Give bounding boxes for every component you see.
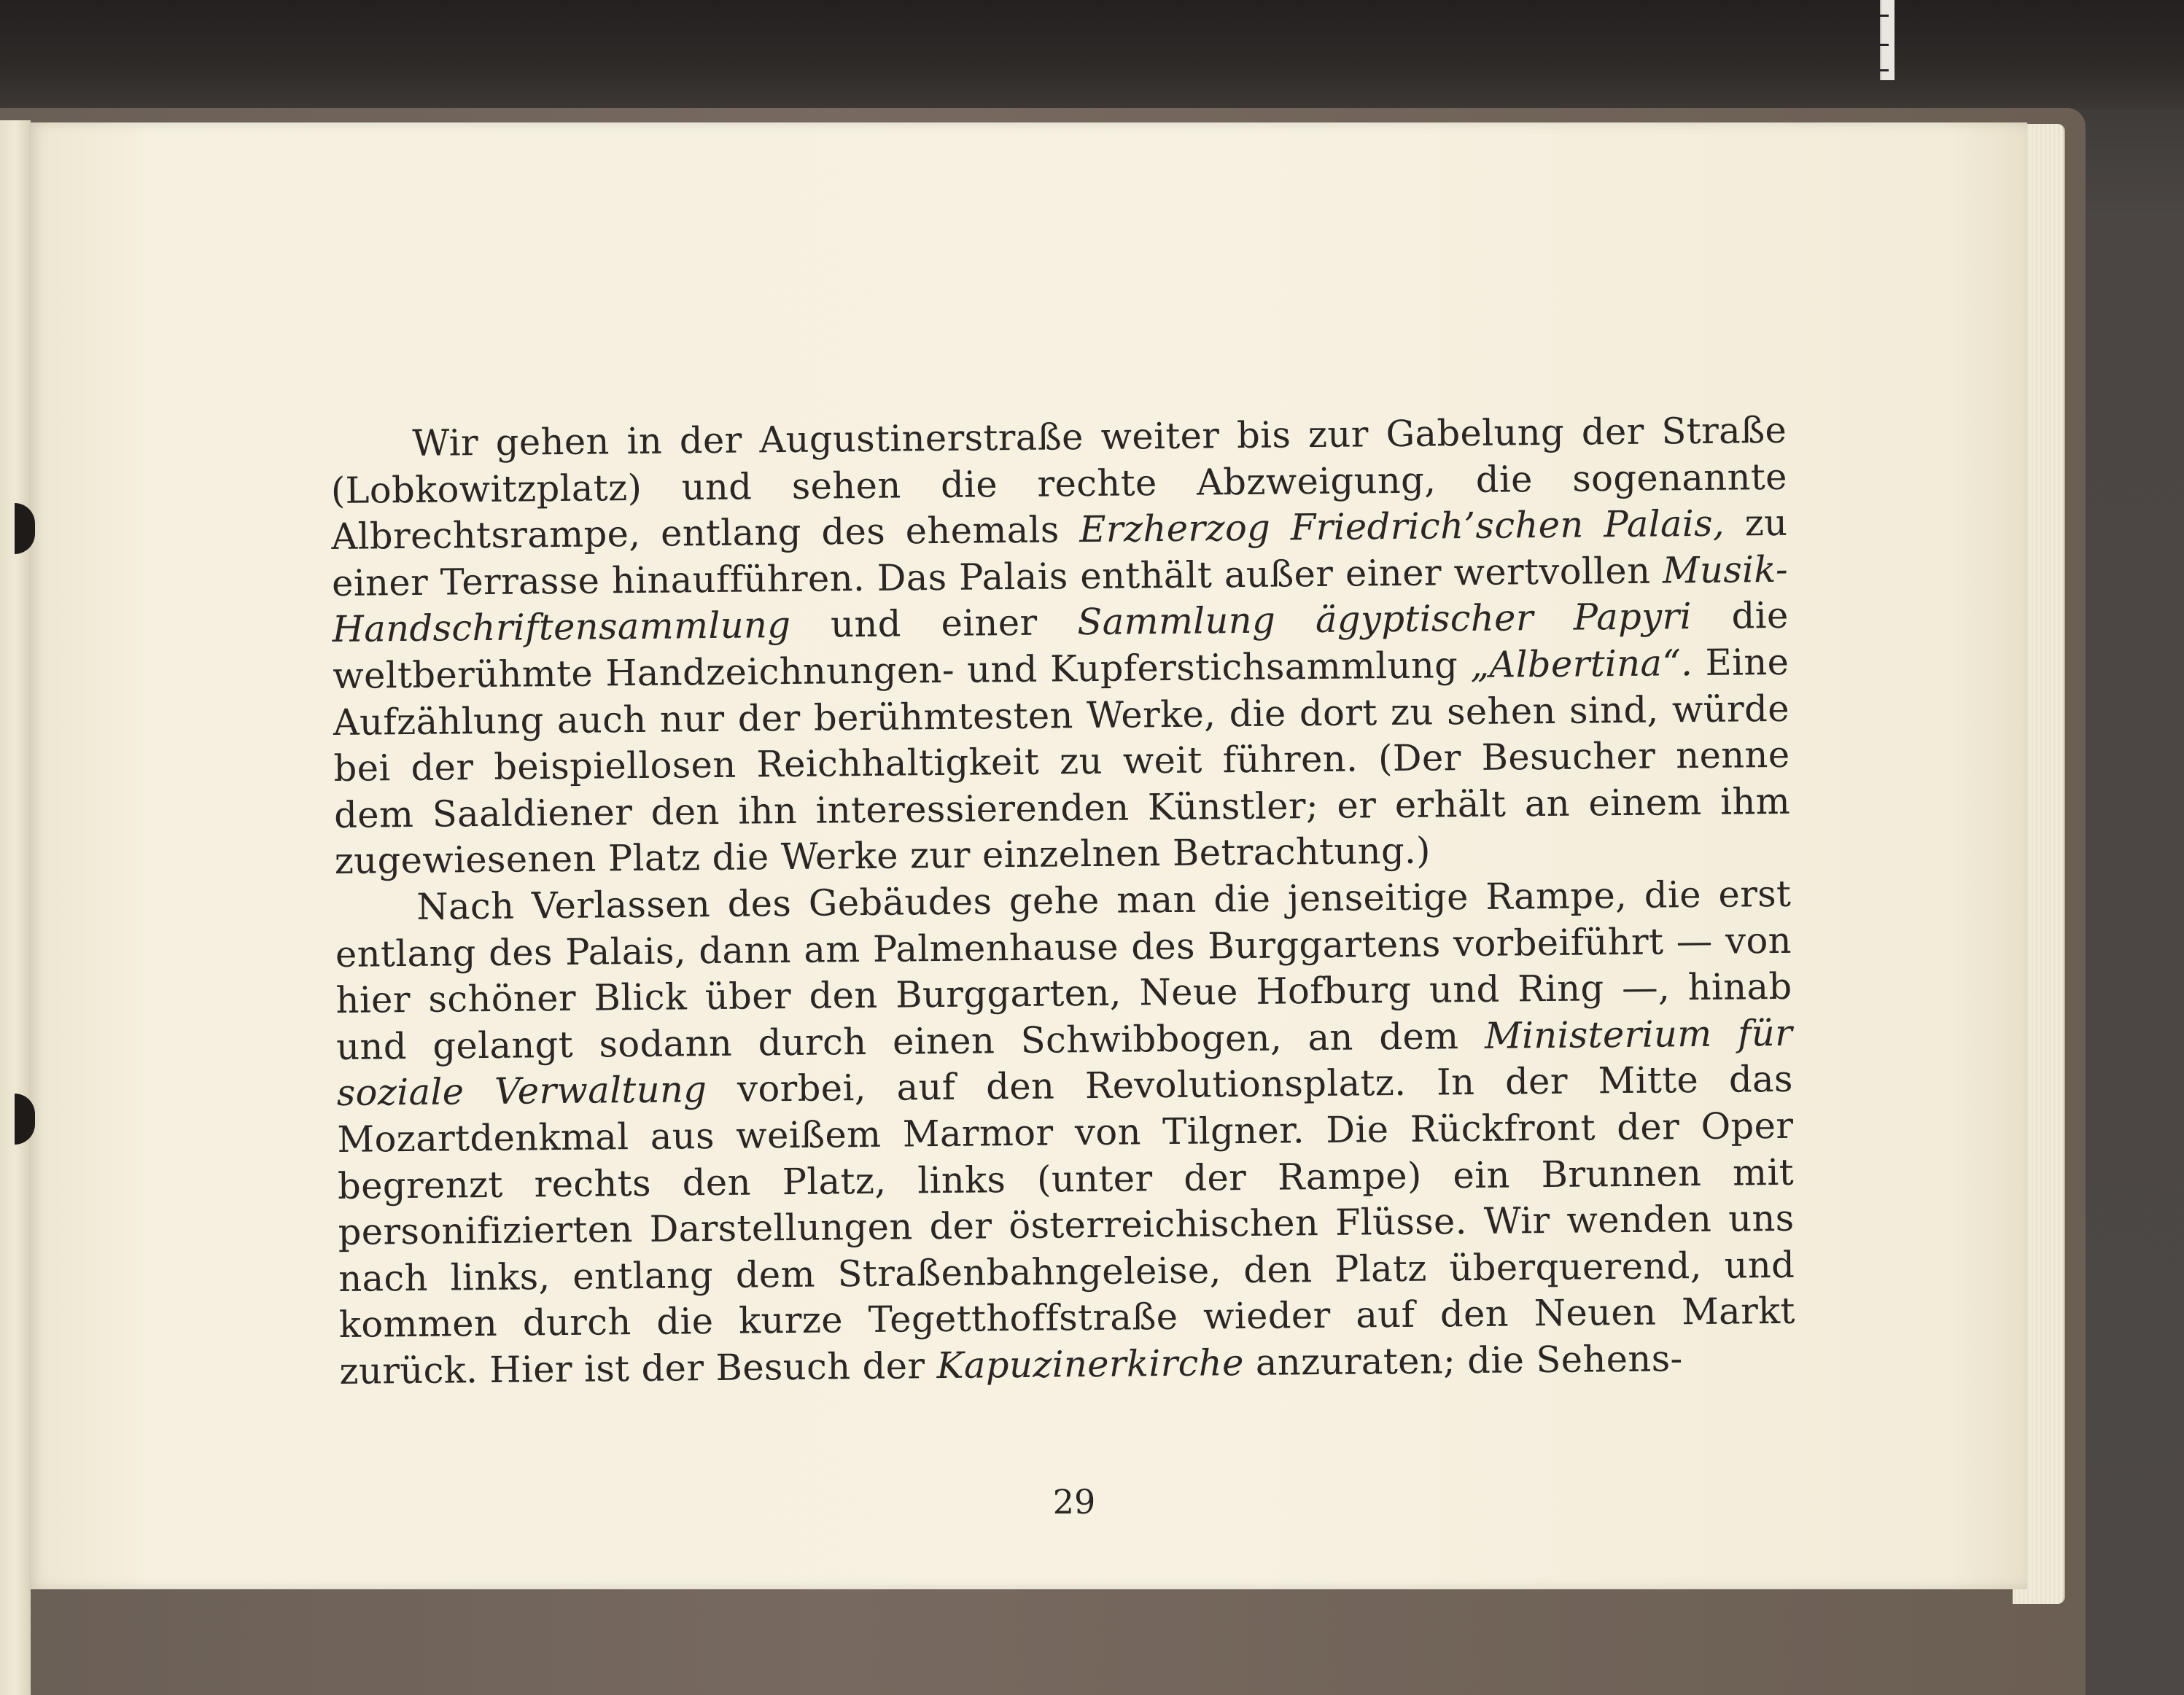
text-run: vorbei, auf den Revolutionsplatz. In der Mitte das Mozartdenkmal aus weißem Marmor von Tilgner. Die Rückfront der Oper begrenzt rechts den Platz, links (unter der Rampe) ein Brunnen mit personifizierten Darstellungen der österreichischen Flüsse. Wir wenden uns nach links, entlang dem Straßenbahngeleise, den Platz überquerend, und kommen durch die kurze Tegetthoffstraße wieder auf den Neuen Markt zurück. Hier ist der Besuch der: [337, 1058, 1796, 1392]
ruler-tick: [1880, 15, 1889, 17]
paragraph: [335, 871, 1796, 1395]
paragraph: [330, 408, 1791, 885]
text-run: Eine Aufzählung auch nur der berühmtesten Werke, die dort zu sehen sind, würde bei der beispiellosen Reichhaltigkeit zu weit führen. (Der Besucher nenne dem Saaldiener den ihn interessierenden Künstler; er erhält an einem ihm zugewiesenen Platz die Werke zur einzelnen Betrachtung.): [333, 640, 1791, 883]
italic-text-run: Ministerium für soziale Verwaltung: [336, 1011, 1793, 1115]
italic-text-run: Kapuzinerkirche: [936, 1341, 1245, 1387]
book-page: [29, 122, 2027, 1589]
italic-text-run: „Albertina“.: [1470, 642, 1693, 686]
binding-edge: [0, 120, 31, 1695]
body-text: [330, 408, 1796, 1395]
text-run: zu einer Terrasse hinaufführen. Das Palais enthält außer einer wertvollen: [331, 502, 1788, 604]
text-run: Wir gehen in der Augustinerstraße weiter bis zur Gabelung der Straße (Lobkowitzplatz) und sehen die rechte Abzweigung, die sogenannte Albrechtsrampe, entlang des ehemals: [330, 408, 1788, 558]
ruler-tick: [1880, 44, 1889, 46]
italic-text-run: Musik-Handschriftensammlung: [332, 548, 1789, 651]
page-number: 29: [1052, 1482, 1096, 1521]
italic-text-run: Erzherzog Friedrich’schen Palais,: [1079, 502, 1725, 551]
text-run: und einer: [790, 601, 1078, 647]
dark-background-strip: [0, 0, 2184, 109]
italic-text-run: Sammlung ägyptischer Papyri: [1077, 595, 1693, 644]
text-run: die weltberühmte Handzeichnungen- und Kupferstichsammlung: [333, 594, 1789, 697]
scale-ruler: [1880, 0, 1895, 80]
text-run: anzuraten; die Sehens-: [1243, 1337, 1683, 1384]
ruler-tick: [1880, 69, 1889, 71]
text-run: Nach Verlassen des Gebäudes gehe man die jenseitige Rampe, die erst entlang des Palais, dann am Palmenhause des Burggartens vorbeiführt — von hier schöner Blick über den Burggarten, Neue Hofburg und Ring —, hinab und gelangt sodann durch einen Schwibbogen, an dem: [335, 872, 1792, 1068]
